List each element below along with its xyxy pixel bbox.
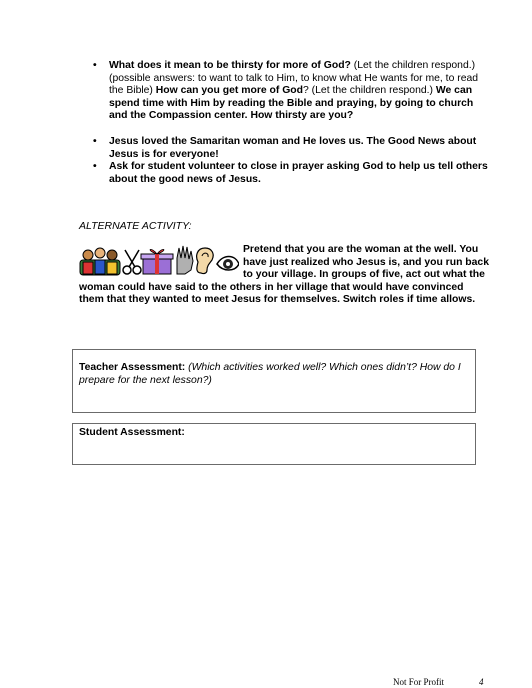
response-note: (Let the children respond.) (possible answers: to want to talk to Him, to know what He wants for me, to read the Bible) xyxy=(109,60,479,97)
alternate-activity-body xyxy=(79,244,489,307)
alternate-activity-heading: ALTERNATE ACTIVITY: xyxy=(79,220,192,232)
teacher-assessment-label: Teacher Assessment: xyxy=(79,362,186,373)
bullet-item-thirsty xyxy=(93,60,493,123)
activity-icons xyxy=(79,244,239,276)
teacher-assessment-prompt: (Which activities worked well? Which ones didn’t? How do I prepare for the next lesson?) xyxy=(79,362,461,386)
bullet-item-prayer xyxy=(93,161,493,186)
page-footer xyxy=(393,677,493,688)
footer-text: Not For Profit xyxy=(393,677,445,687)
scissors-icon xyxy=(123,250,141,274)
prayer-text: Ask for student volunteer to close in prayer asking God to help us tell others about the good news of Jesus. xyxy=(109,161,488,185)
question-thirsty: What does it mean to be thirsty for more of God? xyxy=(109,60,351,71)
hand-icon xyxy=(177,246,193,274)
page-number: 4 xyxy=(479,677,484,687)
student-assessment-box xyxy=(72,423,476,465)
teacher-assessment-box xyxy=(72,349,476,413)
bullet-glyph: • xyxy=(93,135,97,147)
alternate-activity-text: Pretend that you are the woman at the well. You have just realized who Jesus is, and you run back to your village. In groups of five, act out what the woman could have said to the others in her village that would have convinced them that they wanted to meet Jesus for themselves. Switch roles if time allows. xyxy=(79,244,489,306)
bullet-glyph: • xyxy=(93,60,97,71)
people-icon xyxy=(80,248,120,275)
gift-icon xyxy=(141,249,173,274)
teacher-assessment-content xyxy=(79,362,469,387)
eye-icon xyxy=(217,257,239,271)
bullet-list xyxy=(93,60,493,186)
answer-spend-time: We can spend time with Him by reading the Bible and praying, by going to church and the Compassion center. How thirsty are you? xyxy=(109,85,474,122)
response-note-2: ? (Let the children respond.) xyxy=(303,85,436,97)
bullet-item-good-news xyxy=(93,136,493,161)
good-news-text: Jesus loved the Samaritan woman and He loves us. The Good News about Jesus is for everyone! xyxy=(109,135,477,160)
student-assessment-content xyxy=(79,427,469,440)
ear-icon xyxy=(197,248,213,274)
student-assessment-label: Student Assessment: xyxy=(79,427,185,438)
question-more-of-god: How can you get more of God xyxy=(155,85,304,97)
bullet-glyph: • xyxy=(93,161,97,173)
